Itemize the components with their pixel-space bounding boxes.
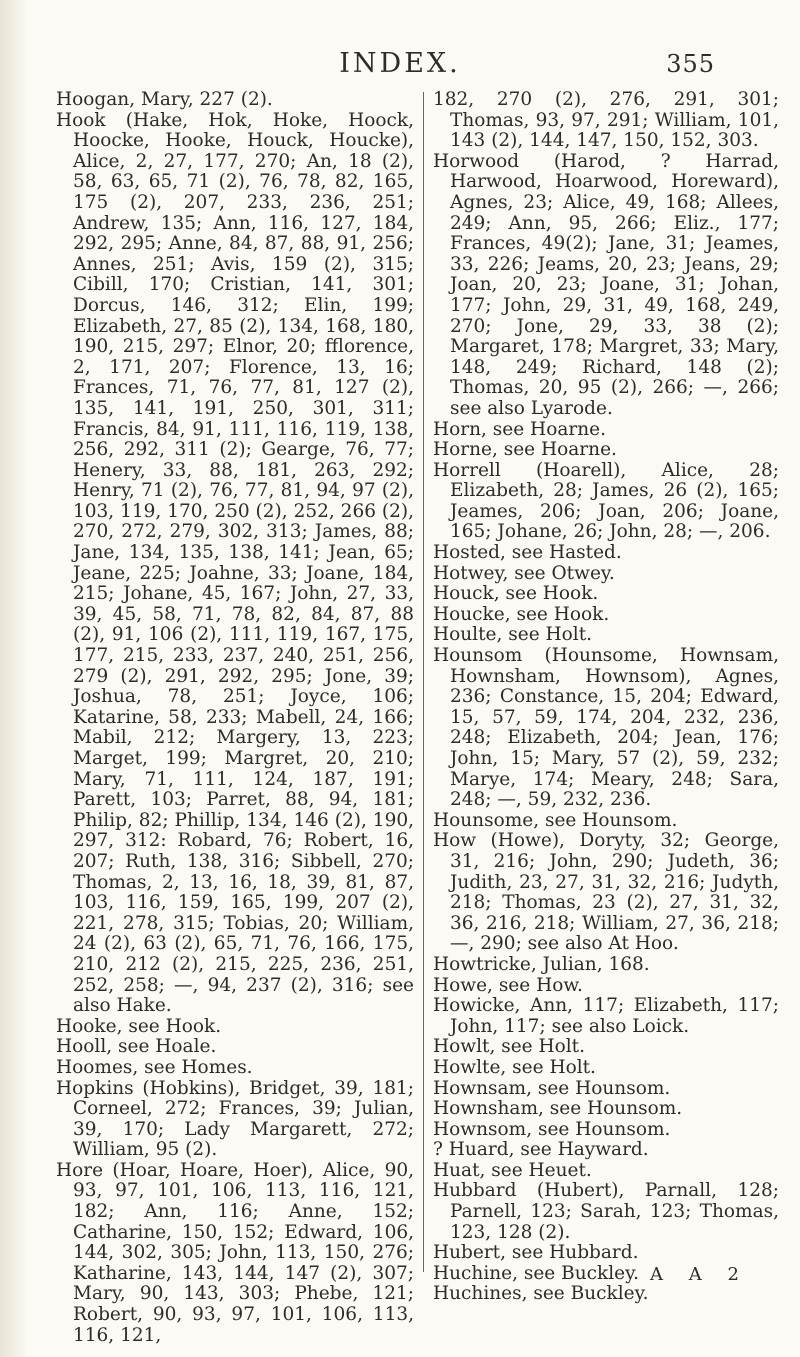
index-entry: Hounsome, see Hounsom. [433,809,678,831]
index-entry: Hook (Hake, Hok, Hoke, Hoock, Hoocke, Hooke, Houck, Houcke), Alice, 2, 27, 177, 270; An, 18 (2), 58, 63, 65, 71 (2), 76, 78, 82, 165, 175 (2), 207, 233, 236, 251; Andrew, 135; Ann, 116, 127, 184, 292, 295; Anne, 84, 87, 88, 91, 256; Annes, 251; Avis, 159 (2), 315; Cibill, 170; Cristian, 141, 301; Dorcus, 146, 312; Elin, 199; Elizabeth, 27, 85 (2), 134, 168, 180, 190, 215, 297; Elnor, 20; fflorence, 2, 171, 207; Florence, 13, 16; Frances, 71, 76, 77, 81, 127 (2), 135, 141, 191, 250, 301, 311; Francis, 84, 91, 111, 116, 119, 138, 256, 292, 311 (2); Gearge, 76, 77; Henery, 33, 88, 181, 263, 292; Henry, 71 (2), 76, 77, 81, 94, 97 (2), 103, 119, 170, 250 (2), 252, 266 (2), 270, 272, 279, 302, 313; James, 88; Jane, 134, 135, 138, 141; Jean, 65; Jeane, 225; Joahne, 33; Joane, 184, 215; Johane, 45, 167; John, 27, 33, 39, 45, 58, 71, 78, 82, 84, 87, 88 (2), 91, 106 (2), 111, 119, 167, 175, 177, 215, 233, 237, 240, 251, 256, 279 (2), 291, 292, 295; Jone, 39; Joshua, 78, 251; Joyce, 106; Katarine, 58, 233; Mabell, 24, 166; Mabil, 212; Margery, 13, 223; Marget, 199; Margret, 20, 210; Mary, 71, 111, 124, 187, 191; Parett, 103; Parret, 88, 94, 181; Philip, 82; Phillip, 134, 146 (2), 190, 297, 312: Robard, 76; Robert, 16, 207; Ruth, 138, 316; Sibbell, 270; Thomas, 2, 13, 16, 18, 39, 81, 87, 103, 116, 159, 165, 199, 207 (2), 221, 278, 315; Tobias, 20; William, 24 (2), 63 (2), 65, 71, 76, 166, 175, 210, 212 (2), 215, 225, 236, 251, 252, 258; —, 94, 237 (2), 316; see also Hake. [56,109,414,1017]
index-entry: Houck, see Hook. [433,583,599,605]
page-header [0,48,800,88]
index-entry: Hotwey, see Otwey. [433,562,615,584]
index-column-left [56,90,414,1346]
column-divider [423,92,424,1272]
index-entry: Hoomes, see Homes. [56,1056,253,1078]
index-entry: Horwood (Harod, ? Harrad, Harwood, Hoarwood, Horeward), Agnes, 23; Alice, 49, 168; Allees, 249; Ann, 95, 266; Eliz., 177; Frances, 49(2); Jane, 31; Jeames, 33, 226; Jeams, 20, 23; Jeans, 29; Joan, 20, 23; Joane, 31; Johan, 177; John, 29, 31, 49, 168, 249, 270; Jone, 29, 33, 38 (2); Margaret, 178; Margret, 33; Mary, 148, 249; Richard, 148 (2); Thomas, 20, 95 (2), 266; —, 266; see also Lyarode. [433,150,779,419]
index-entry: Howlt, see Holt. [433,1036,585,1058]
index-entry: Howtricke, Julian, 168. [433,953,650,975]
index-entry: Houlte, see Holt. [433,624,593,646]
index-entry: Horrell (Hoarell), Alice, 28; Elizabeth, 28; James, 26 (2), 165; Jeames, 206; Joan, 206; Joane, 165; Johane, 26; John, 28; —, 206. [433,459,779,543]
index-entry: Hounsom (Hounsome, Hownsam, Hownsham, Hownsom), Agnes, 236; Constance, 15, 204; Edward, 15, 57, 59, 174, 204, 232, 236, 248; Elizabeth, 204; Jean, 176; John, 15; Mary, 57 (2), 59, 232; Marye, 174; Meary, 248; Sara, 248; —, 59, 232, 236. [433,645,779,811]
page-number: 355 [666,50,715,78]
index-entry: Huchine, see Buckley. [433,1262,639,1284]
index-entry: Hoogan, Mary, 227 (2). [56,89,273,110]
index-entry: Hopkins (Hobkins), Bridget, 39, 181; Corneel, 272; Frances, 39; Julian, 39, 170; Lady Margarett, 272; William, 95 (2). [56,1077,414,1161]
index-entry: Hubert, see Hubbard. [433,1242,639,1264]
running-title: INDEX. [339,48,461,79]
index-entry: Hubbard (Hubert), Parnall, 128; Parnell, 123; Sarah, 123; Thomas, 123, 128 (2). [433,1180,779,1243]
signature-mark: A A 2 [650,1264,749,1285]
page-edge-shadow [0,0,28,1357]
index-entry: Houcke, see Hook. [433,603,610,625]
index-entry: Hownsham, see Hounsom. [433,1098,683,1120]
index-entry: 182, 270 (2), 276, 291, 301; Thomas, 93, 97, 291; William, 101, 143 (2), 144, 147, 150, 152, 303. [433,89,779,152]
index-entry: Hooll, see Hoale. [56,1036,217,1058]
index-entry: Huchines, see Buckley. [433,1283,649,1305]
index-entry: Huat, see Heuet. [433,1159,592,1181]
index-entry: How (Howe), Doryty, 32; George, 31, 216; John, 290; Judeth, 36; Judith, 23, 27, 31, 32, 216; Judyth, 218; Thomas, 23 (2), 27, 31, 32, 36, 216, 218; William, 27, 36, 218; —, 290; see also At Hoo. [433,830,779,955]
index-entry: Hosted, see Hasted. [433,542,622,564]
index-entry: Howlte, see Holt. [433,1056,596,1078]
index-entry: Hore (Hoar, Hoare, Hoer), Alice, 90, 93, 97, 101, 106, 113, 116, 121, 182; Ann, 116; Anne, 152; Catharine, 150, 152; Edward, 106, 144, 302, 305; John, 113, 150, 276; Katharine, 143, 144, 147 (2), 307; Mary, 90, 143, 303; Phebe, 121; Robert, 90, 93, 97, 101, 106, 113, 116, 121, [56,1159,414,1346]
index-entry: Hownsom, see Hounsom. [433,1118,671,1140]
index-entry: Hooke, see Hook. [56,1015,222,1037]
index-entry: Howe, see How. [433,974,583,996]
index-entry: Horn, see Hoarne. [433,418,606,440]
index-entry: ? Huard, see Hayward. [433,1139,649,1161]
index-entry: Hownsam, see Hounsom. [433,1077,671,1099]
index-entry: Horne, see Hoarne. [433,439,617,461]
index-entry: Howicke, Ann, 117; Elizabeth, 117; John, 117; see also Loick. [433,995,779,1037]
index-column-right [433,90,779,1305]
